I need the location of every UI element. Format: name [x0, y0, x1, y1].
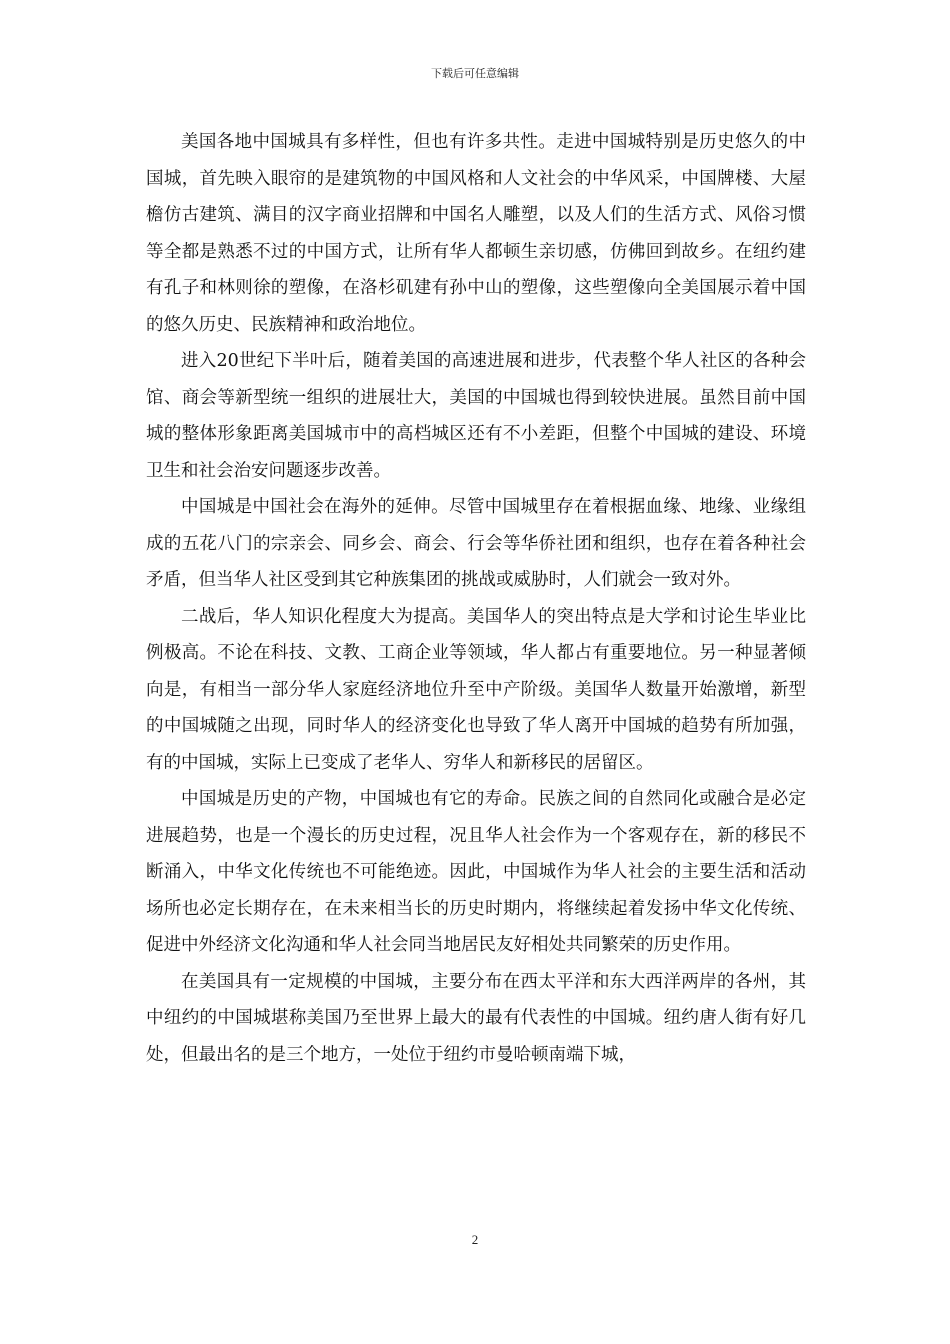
body-text — [146, 124, 806, 1073]
paragraph: 二战后，华人知识化程度大为提高。美国华人的突出特点是大学和讨论生毕业比例极高。不论在科技、文教、工商企业等领域，华人都占有重要地位。另一种显著倾向是，有相当一部分华人家庭经济地位升至中产阶级。美国华人数量开始激增，新型的中国城随之出现，同时华人的经济变化也导致了华人离开中国城的趋势有所加强，有的中国城，实际上已变成了老华人、穷华人和新移民的居留区。 — [146, 606, 806, 773]
paragraph: 中国城是历史的产物，中国城也有它的寿命。民族之间的自然同化或融合是必定进展趋势，也是一个漫长的历史过程，况且华人社会作为一个客观存在，新的移民不断涌入，中华文化传统也不可能绝迹。因此，中国城作为华人社会的主要生活和活动场所也必定长期存在，在未来相当长的历史时期内，将继续起着发扬中华文化传统、促进中外经济文化沟通和华人社会同当地居民友好相处共同繁荣的历史作用。 — [146, 789, 806, 955]
paragraph: 在美国具有一定规模的中国城，主要分布在西太平洋和东大西洋两岸的各州，其中纽约的中国城堪称美国乃至世界上最大的最有代表性的中国城。纽约唐人街有好几处，但最出名的是三个地方，一处位于纽约市曼哈顿南端下城， — [146, 971, 806, 1065]
paragraph: 美国各地中国城具有多样性，但也有许多共性。走进中国城特别是历史悠久的中国城，首先映入眼帘的是建筑物的中国风格和人文社会的中华风采，中国牌楼、大屋檐仿古建筑、满目的汉字商业招牌和中国名人雕塑，以及人们的生活方式、风俗习惯等全都是熟悉不过的中国方式，让所有华人都顿生亲切感，仿佛回到故乡。在纽约建有孔子和林则徐的塑像，在洛杉矶建有孙中山的塑像，这些塑像向全美国展示着中国的悠久历史、民族精神和政治地位。 — [146, 132, 806, 335]
page-number: 2 — [471, 1232, 479, 1247]
page-header: 下载后可任意编辑 — [431, 67, 519, 80]
paragraph: 中国城是中国社会在海外的延伸。尽管中国城里存在着根据血缘、地缘、业缘组成的五花八门的宗亲会、同乡会、商会、行会等华侨社团和组织，也存在着各种社会矛盾，但当华人社区受到其它种族集团的挑战或威胁时，人们就会一致对外。 — [146, 497, 806, 590]
paragraph: 进入20世纪下半叶后，随着美国的高速进展和进步，代表整个华人社区的各种会馆、商会等新型统一组织的进展壮大，美国的中国城也得到较快进展。虽然目前中国城的整体形象距离美国城市中的高档城区还有不小差距，但整个中国城的建设、环境卫生和社会治安问题逐步改善。 — [146, 351, 806, 481]
